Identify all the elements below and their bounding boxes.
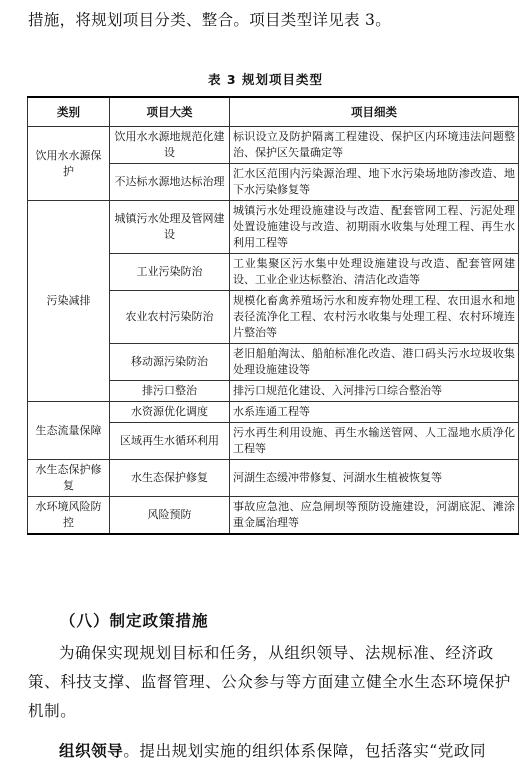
category-cell: 生态流量保障 xyxy=(28,402,110,460)
category-cell: 饮用水水源保护 xyxy=(28,127,110,201)
sub-type-cell: 事故应急池、应急闸坝等预防设施建设，河湖底泥、滩涂重金属治理等 xyxy=(230,497,519,535)
major-type-cell: 移动源污染防治 xyxy=(110,344,230,381)
major-type-cell: 工业污染防治 xyxy=(110,254,230,291)
header-sub-type: 项目细类 xyxy=(230,97,519,127)
major-type-cell: 风险预防 xyxy=(110,497,230,535)
category-cell: 水生态保护修复 xyxy=(28,460,110,497)
table-row xyxy=(28,497,519,535)
sub-type-cell: 老旧船舶淘汰、船舶标准化改造、港口码头污水垃圾收集处理设施建设等 xyxy=(230,344,519,381)
major-type-cell: 排污口整治 xyxy=(110,381,230,402)
table-header-row xyxy=(28,97,519,127)
sub-type-cell: 城镇污水处理设施建设与改造、配套管网工程、污泥处理处置设施建设与改造、初期雨水收集与处理工程、再生水利用工程等 xyxy=(230,201,519,254)
body-paragraph: 为确保实现规划目标和任务，从组织领导、法规标准、经济政策、科技支撑、监督管理、公众参与等方面建立健全水生态环境保护机制。 xyxy=(28,644,512,720)
table-row xyxy=(28,460,519,497)
sub-type-cell: 规模化畜禽养殖场污水和废弃物处理工程、农田退水和地表径流净化工程、农村污水收集与处理工程、农村环境连片整治等 xyxy=(230,291,519,344)
major-type-cell: 城镇污水处理及管网建设 xyxy=(110,201,230,254)
sub-type-cell: 污水再生利用设施、再生水输送管网、人工湿地水质净化工程等 xyxy=(230,423,519,460)
table-row xyxy=(28,402,519,423)
sub-type-cell: 标识设立及防护隔离工程建设、保护区内环境违法问题整治、保护区矢量确定等 xyxy=(230,127,519,164)
major-type-cell: 水资源优化调度 xyxy=(110,402,230,423)
sub-type-cell: 排污口规范化建设、入河排污口综合整治等 xyxy=(230,381,519,402)
major-type-cell: 饮用水水源地规范化建设 xyxy=(110,127,230,164)
major-type-cell: 农业农村污染防治 xyxy=(110,291,230,344)
header-major-type: 项目大类 xyxy=(110,97,230,127)
sub-type-cell: 水系连通工程等 xyxy=(230,402,519,423)
table-row xyxy=(28,201,519,254)
section-heading: （八）制定政策措施 xyxy=(60,611,209,630)
table-row xyxy=(28,127,519,164)
sub-type-cell: 汇水区范围内污染源治理、地下水污染场地防渗改造、地下水污染修复等 xyxy=(230,164,519,201)
major-type-cell: 水生态保护修复 xyxy=(110,460,230,497)
table-caption: 表 3 规划项目类型 xyxy=(208,72,323,87)
major-type-cell: 区域再生水循环利用 xyxy=(110,423,230,460)
intro-text: 措施，将规划项目分类、整合。项目类型详见表 3。 xyxy=(28,11,391,29)
sub-type-cell: 河湖生态缓冲带修复、河湖水生植被恢复等 xyxy=(230,460,519,497)
header-category: 类别 xyxy=(28,97,110,127)
paragraph-lead-term: 组织领导 xyxy=(59,741,124,760)
category-cell: 水环境风险防控 xyxy=(28,497,110,535)
body-paragraph-organization xyxy=(28,736,518,782)
project-type-table xyxy=(27,96,519,535)
major-type-cell: 不达标水源地达标治理 xyxy=(110,164,230,201)
paragraph-text: 。提出规划实施的组织体系保障，包括落实“党政同 xyxy=(123,742,487,760)
category-cell: 污染减排 xyxy=(28,201,110,402)
sub-type-cell: 工业集聚区污水集中处理设施建设与改造、配套管网建设、工业企业达标整治、清洁化改造等 xyxy=(230,254,519,291)
